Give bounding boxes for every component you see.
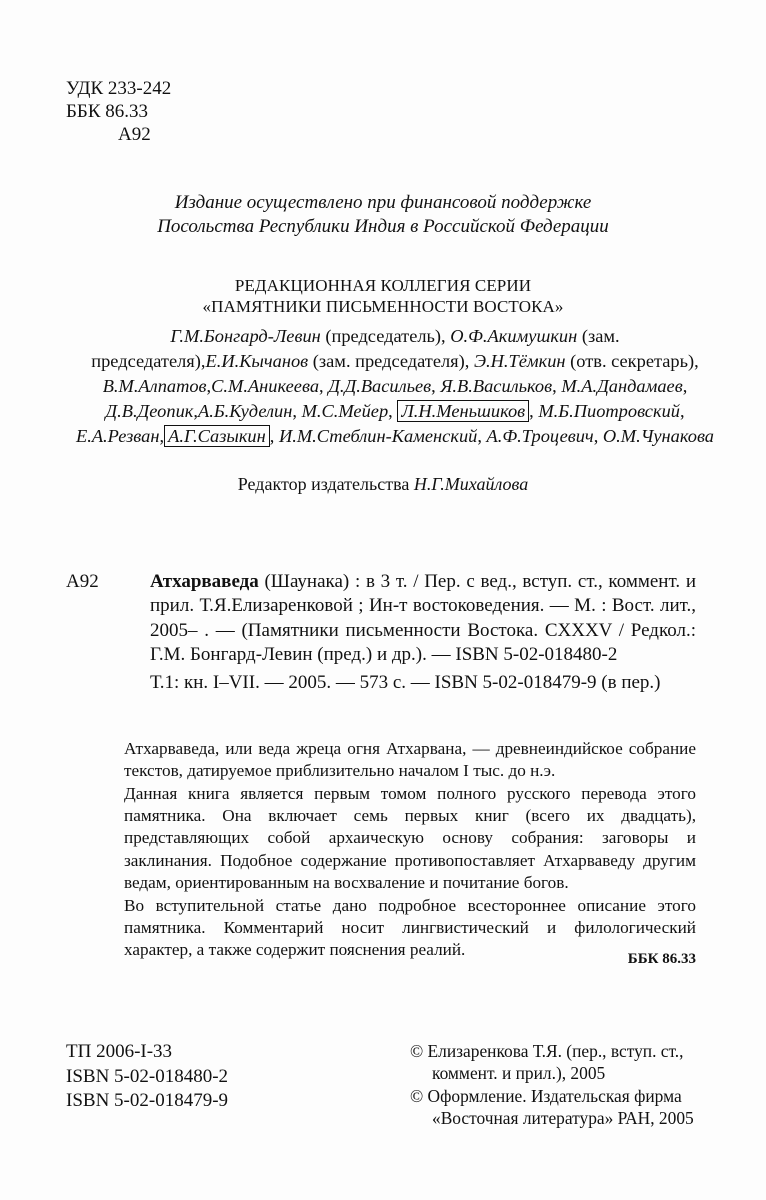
board-member-name: В.М.Алпатов: [102, 376, 207, 397]
funding-line-1: Издание осуществлено при финансовой поддержке: [174, 192, 592, 213]
separator: ,: [552, 376, 562, 397]
board-member-name: Е.И.Кычанов: [205, 351, 309, 372]
separator: ,: [269, 426, 279, 447]
board-member-name: И.М.Стеблин-Каменский: [278, 426, 478, 447]
annotation-paragraph-3: Во вступительной статье дано подробное всестороннее описание этого памятника. Комментарий носит лингвистический и филологический характер, а также содержит пояснения реалий.: [124, 895, 696, 960]
separator: ,: [477, 426, 487, 447]
separator: ,: [441, 326, 451, 346]
board-member-role: (зам. председателя): [308, 351, 465, 372]
publication-identifiers: [66, 1040, 228, 1114]
board-member-role: (зам. председателя): [91, 326, 620, 372]
bibliography-main: [150, 570, 696, 667]
board-member-name: Л.Н.Меньшиков: [397, 400, 529, 422]
separator: ,: [464, 351, 474, 372]
separator: ,: [431, 376, 441, 397]
board-member-name: Е.А.Резван: [75, 426, 160, 447]
board-member-name: Д.В.Деопик: [105, 401, 194, 422]
separator: ,: [193, 401, 198, 422]
bibliographic-record: [150, 570, 696, 696]
board-member-name: Я.В.Васильков: [440, 376, 553, 397]
separator: ,: [529, 401, 539, 422]
annotation-paragraph-2: Данная книга является первым томом полного русского перевода этого памятника. Она включает семь первых книг (всего их двадцать), представляющих собой архаическую основу собрания: заговоры и заклинания. Подобное содержание противопоставляет Атхарваведу другим ведам, ориентированным на восхваление и почитание богов.: [124, 783, 696, 893]
isbn-set: ISBN 5-02-018480-2: [66, 1065, 229, 1087]
board-member-name: М.Б.Пиотровский: [538, 401, 680, 422]
classification-codes: [66, 78, 171, 146]
editorial-board-heading: [0, 275, 766, 318]
separator: ,: [159, 426, 165, 447]
funding-note: [0, 191, 766, 239]
book-title: Атхарваведа: [150, 571, 259, 592]
board-member-role: (председатель): [320, 326, 442, 346]
isbn-volume: ISBN 5-02-018479-9: [66, 1090, 229, 1112]
editorial-board-members: [70, 324, 720, 449]
separator: ,: [682, 376, 688, 397]
board-member-name: А.Г.Сазыкин: [164, 425, 270, 447]
author-sign: А92: [118, 123, 151, 145]
editor-label: Редактор издательства: [237, 474, 414, 494]
annotation-paragraph-1: Атхарваведа, или веда жреца огня Атхарвана, — древнеиндийское собрание текстов, датируемое приблизительно началом I тыс. до н.э.: [124, 739, 696, 781]
bbk-code: ББК 86.33: [66, 100, 148, 122]
board-member-name: А.Ф.Троцевич: [486, 426, 594, 447]
copyright-notice: [410, 1040, 710, 1129]
annotation: [124, 738, 696, 962]
board-member-role: (отв. секретарь): [565, 351, 695, 372]
board-member-name: М.А.Дандамаев: [561, 376, 683, 397]
funding-line-2: Посольства Республики Индия в Российской Федерации: [157, 215, 609, 237]
board-member-name: О.Ф.Акимушкин: [450, 326, 578, 346]
bbk-footer-code: ББК 86.33: [627, 951, 696, 967]
board-heading-line-2: «ПАМЯТНИКИ ПИСЬМЕННОСТИ ВОСТОКА»: [202, 297, 564, 317]
board-member-name: М.С.Мейер: [301, 401, 389, 422]
separator: ,: [319, 376, 329, 397]
board-heading-line-1: РЕДАКЦИОННАЯ КОЛЛЕГИЯ СЕРИИ: [234, 276, 532, 295]
separator: ,: [593, 426, 603, 447]
board-member-name: О.М.Чунакова: [602, 426, 715, 447]
tp-number: ТП 2006-I-33: [66, 1041, 173, 1062]
bibliography-text: (Шаунака) : в 3 т. / Пер. с вед., вступ. ст., коммент. и прил. Т.Я.Елизаренковой ; Ин-т востоковедения. — М. : Вост. лит., 2005– . — (Памятники письменности Востока. CXXXV / Редкол.: Г.М. Бонгард-Левин (пред.) и др.). — ISBN 5-02-018480-2: [150, 571, 696, 665]
board-member-name: Д.Д.Васильев: [328, 376, 432, 397]
separator: ,: [206, 376, 212, 397]
copyright-1-line-2: коммент. и прил.), 2005: [432, 1063, 606, 1084]
separator: ,: [679, 401, 685, 422]
bibliography-code: А92: [66, 571, 99, 592]
board-member-name: Э.Н.Тёмкин: [473, 351, 566, 372]
udk-code: УДК 233-242: [66, 78, 172, 99]
separator: ,: [292, 401, 302, 422]
separator: ,: [200, 351, 206, 372]
publisher-editor: [0, 473, 766, 496]
editor-name: Н.Г.Михайлова: [413, 474, 529, 494]
board-member-name: Г.М.Бонгард-Левин: [170, 326, 321, 346]
separator: ,: [388, 401, 398, 422]
board-member-name: С.М.Аникеева: [211, 376, 320, 397]
copyright-2-line-2: «Восточная литература» РАН, 2005: [432, 1107, 694, 1128]
copyright-1-line-1: © Елизаренкова Т.Я. (пер., вступ. ст.,: [410, 1041, 684, 1061]
separator: ,: [694, 351, 699, 372]
copyright-2-line-1: © Оформление. Издательская фирма: [410, 1085, 682, 1106]
board-member-name: А.Б.Куделин: [197, 401, 293, 422]
volume-info: Т.1: кн. I–VII. — 2005. — 573 с. — ISBN 5-02-018479-9 (в пер.): [150, 672, 661, 694]
